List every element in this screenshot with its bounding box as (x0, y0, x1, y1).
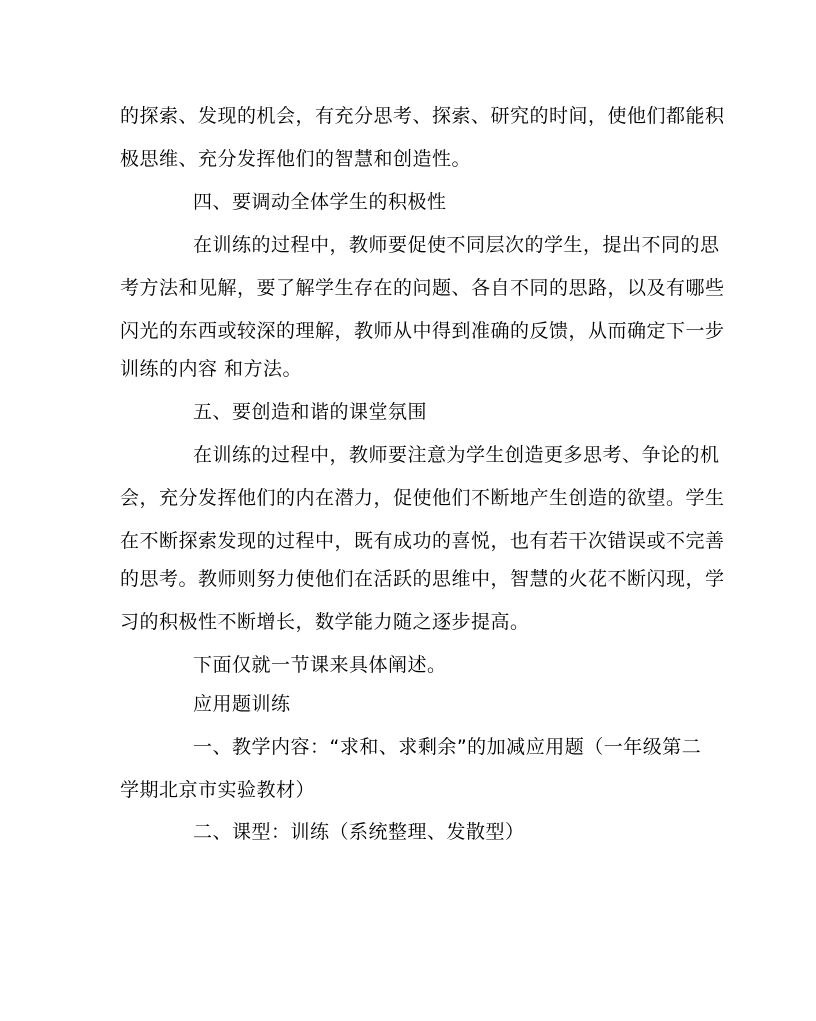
text-line: 习的积极性不断增长，数学能力随之逐步提高。 (120, 611, 530, 633)
text-line: 的思考。教师则努力使他们在活跃的思维中，智慧的火花不断闪现，学 (120, 568, 725, 590)
text-line: 训练的内容 和方法。 (120, 358, 303, 380)
text-line: 极思维、充分发挥他们的智慧和创造性。 (120, 148, 472, 170)
section-heading: 应用题训练 (193, 693, 291, 715)
text-line: 二、课型：训练（系统整理、发散型） (193, 821, 525, 843)
text-line: 在训练的过程中，教师要促使不同层次的学生，提出不同的思 (193, 234, 720, 256)
section-heading: 四、要调动全体学生的积极性 (193, 191, 447, 213)
text-line: 闪光的东西或较深的理解，教师从中得到准确的反馈，从而确定下一步 (120, 320, 725, 342)
text-line: 学期北京市实验教材） (120, 779, 316, 801)
text-line: 的探索、发现的机会，有充分思考、探索、研究的时间，使他们都能积 (120, 105, 725, 127)
text-line: 会，充分发挥他们的内在潜力，促使他们不断地产生创造的欲望。学生 (120, 487, 725, 509)
text-line: 一、教学内容：“求和、求剩余”的加减应用题（一年级第二 (193, 736, 702, 758)
text-line: 在不断探索发现的过程中，既有成功的喜悦，也有若干次错误或不完善 (120, 530, 725, 552)
text-line: 在训练的过程中，教师要注意为学生创造更多思考、争论的机 (193, 444, 720, 466)
text-line: 下面仅就一节课来具体阐述。 (193, 654, 447, 676)
text-line: 考方法和见解，要了解学生存在的问题、各自不同的思路，以及有哪些 (120, 277, 725, 299)
section-heading: 五、要创造和谐的课堂氛围 (193, 401, 428, 423)
